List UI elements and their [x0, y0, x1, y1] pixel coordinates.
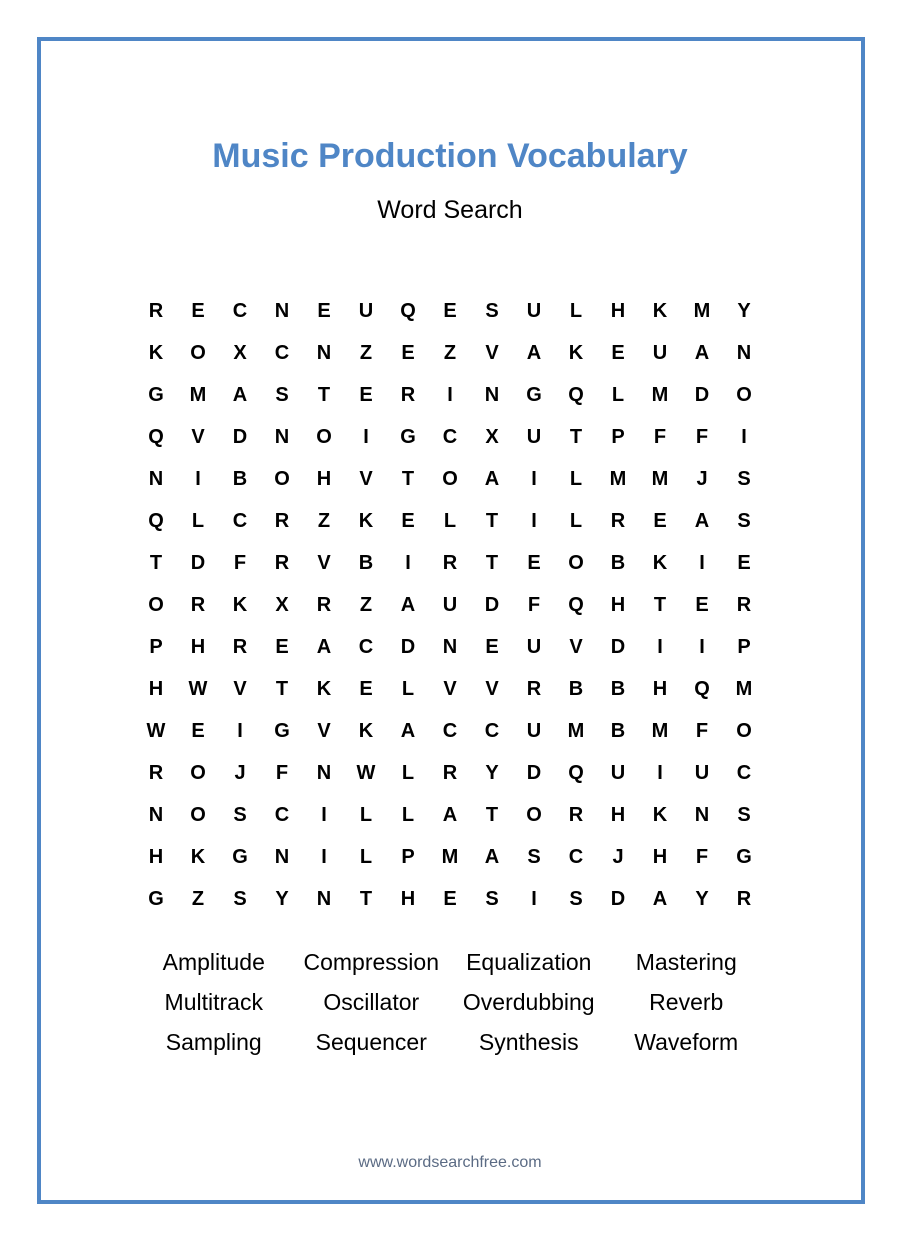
grid-cell: S — [275, 383, 289, 406]
grid-cell: F — [695, 719, 709, 742]
grid-cell: V — [317, 719, 331, 742]
grid-cell: W — [146, 719, 166, 742]
grid-cell: Q — [400, 299, 416, 322]
grid-cell: Y — [485, 761, 499, 784]
grid-cell: C — [568, 845, 584, 868]
grid-cell: I — [531, 887, 537, 910]
grid-cell: Y — [737, 299, 751, 322]
grid-cell: E — [275, 635, 289, 658]
grid-cell: E — [443, 887, 457, 910]
grid-cell: K — [652, 803, 668, 826]
grid-cell: K — [652, 551, 668, 574]
grid-cell: B — [610, 677, 626, 700]
grid-cell: C — [736, 761, 752, 784]
grid-cell: L — [569, 299, 583, 322]
grid-cell: A — [484, 845, 500, 868]
grid-cell: K — [568, 341, 584, 364]
grid-cell: R — [526, 677, 542, 700]
grid-cell: N — [316, 761, 332, 784]
word-list-item: Synthesis — [478, 1029, 579, 1055]
grid-cell: B — [358, 551, 374, 574]
word-list-item: Multitrack — [164, 989, 263, 1015]
grid-cell: G — [232, 845, 248, 868]
grid-cell: R — [442, 761, 458, 784]
grid-cell: K — [232, 593, 248, 616]
grid-cell: Q — [148, 509, 164, 532]
word-list-item: Compression — [303, 949, 439, 975]
grid-cell: V — [485, 677, 499, 700]
grid-cell: C — [442, 719, 458, 742]
grid-cell: U — [694, 761, 710, 784]
grid-cell: H — [652, 677, 668, 700]
grid-cell: Y — [695, 887, 709, 910]
grid-cell: M — [441, 845, 459, 868]
page-title: Music Production Vocabulary — [212, 137, 688, 175]
grid-cell: M — [609, 467, 627, 490]
grid-cell: E — [653, 509, 667, 532]
grid-cell: U — [526, 635, 542, 658]
grid-cell: I — [531, 509, 537, 532]
grid-cell: T — [653, 593, 667, 616]
grid-cell: D — [190, 551, 206, 574]
grid-cell: C — [232, 299, 248, 322]
grid-cell: L — [569, 467, 583, 490]
grid-cell: E — [401, 341, 415, 364]
grid-cell: R — [610, 509, 626, 532]
grid-cell: W — [188, 677, 208, 700]
grid-cell: M — [567, 719, 585, 742]
grid-cell: R — [400, 383, 416, 406]
grid-cell: F — [527, 593, 541, 616]
grid-cell: I — [195, 467, 201, 490]
grid-cell: N — [694, 803, 710, 826]
grid-cell: L — [191, 509, 205, 532]
grid-cell: L — [359, 845, 373, 868]
grid-cell: E — [317, 299, 331, 322]
grid-cell: N — [148, 467, 164, 490]
grid-cell: I — [531, 467, 537, 490]
grid-cell: R — [442, 551, 458, 574]
grid-cell: C — [484, 719, 500, 742]
grid-cell: T — [149, 551, 163, 574]
grid-cell: Z — [317, 509, 331, 532]
grid-cell: G — [736, 845, 752, 868]
grid-cell: F — [653, 425, 667, 448]
grid-cell: A — [694, 341, 710, 364]
word-list-item: Reverb — [649, 989, 724, 1015]
grid-cell: A — [316, 635, 332, 658]
grid-cell: D — [400, 635, 416, 658]
grid-cell: B — [610, 551, 626, 574]
grid-cell: K — [190, 845, 206, 868]
grid-cell: L — [443, 509, 457, 532]
grid-cell: O — [442, 467, 458, 490]
word-list-item: Sequencer — [315, 1029, 427, 1055]
grid-cell: V — [233, 677, 247, 700]
grid-cell: X — [275, 593, 289, 616]
grid-cell: B — [568, 677, 584, 700]
grid-cell: M — [693, 299, 711, 322]
grid-cell: O — [736, 383, 752, 406]
grid-cell: E — [191, 299, 205, 322]
grid-cell: K — [316, 677, 332, 700]
grid-cell: C — [232, 509, 248, 532]
grid-cell: U — [526, 299, 542, 322]
grid-cell: V — [485, 341, 499, 364]
grid-cell: A — [652, 887, 668, 910]
grid-cell: P — [401, 845, 415, 868]
grid-cell: S — [233, 887, 247, 910]
grid-cell: R — [274, 509, 290, 532]
grid-cell: N — [148, 803, 164, 826]
word-list — [135, 942, 765, 1062]
grid-cell: O — [736, 719, 752, 742]
grid-cell: H — [316, 467, 332, 490]
grid-cell: I — [405, 551, 411, 574]
grid-cell: G — [148, 887, 164, 910]
letter-grid — [135, 290, 765, 920]
grid-cell: A — [442, 803, 458, 826]
grid-cell: S — [527, 845, 541, 868]
grid-cell: A — [400, 719, 416, 742]
grid-cell: C — [442, 425, 458, 448]
grid-cell: E — [611, 341, 625, 364]
grid-cell: F — [233, 551, 247, 574]
grid-cell: S — [569, 887, 583, 910]
grid-cell: J — [696, 467, 708, 490]
grid-cell: U — [358, 299, 374, 322]
grid-cell: C — [274, 803, 290, 826]
grid-cell: B — [232, 467, 248, 490]
grid-cell: S — [233, 803, 247, 826]
grid-cell: V — [443, 677, 457, 700]
word-list-item: Overdubbing — [462, 989, 595, 1015]
grid-cell: G — [148, 383, 164, 406]
grid-cell: O — [148, 593, 164, 616]
grid-cell: A — [232, 383, 248, 406]
grid-cell: Q — [568, 761, 584, 784]
grid-cell: T — [485, 803, 499, 826]
grid-cell: E — [359, 383, 373, 406]
grid-cell: T — [485, 509, 499, 532]
grid-cell: L — [401, 761, 415, 784]
grid-cell: N — [736, 341, 752, 364]
grid-cell: S — [485, 887, 499, 910]
grid-cell: N — [274, 299, 290, 322]
word-list-item: Amplitude — [162, 949, 265, 975]
grid-cell: S — [485, 299, 499, 322]
grid-cell: F — [695, 845, 709, 868]
grid-cell: D — [526, 761, 542, 784]
grid-cell: L — [359, 803, 373, 826]
grid-cell: M — [651, 467, 669, 490]
grid-cell: T — [317, 383, 331, 406]
grid-cell: E — [359, 677, 373, 700]
grid-cell: X — [233, 341, 247, 364]
grid-cell: G — [274, 719, 290, 742]
grid-cell: E — [485, 635, 499, 658]
grid-cell: D — [232, 425, 248, 448]
grid-cell: N — [274, 425, 290, 448]
grid-cell: T — [485, 551, 499, 574]
grid-cell: J — [612, 845, 624, 868]
grid-cell: U — [526, 425, 542, 448]
grid-cell: Y — [275, 887, 289, 910]
grid-cell: H — [652, 845, 668, 868]
grid-cell: I — [447, 383, 453, 406]
grid-cell: Q — [694, 677, 710, 700]
grid-cell: U — [526, 719, 542, 742]
word-list-item: Oscillator — [323, 989, 420, 1015]
grid-cell: N — [316, 341, 332, 364]
grid-cell: R — [316, 593, 332, 616]
grid-cell: I — [741, 425, 747, 448]
grid-cell: Q — [568, 593, 584, 616]
grid-cell: U — [652, 341, 668, 364]
grid-cell: A — [526, 341, 542, 364]
grid-cell: N — [484, 383, 500, 406]
grid-cell: H — [400, 887, 416, 910]
grid-cell: R — [148, 761, 164, 784]
grid-cell: E — [401, 509, 415, 532]
grid-cell: F — [275, 761, 289, 784]
grid-cell: L — [569, 509, 583, 532]
grid-cell: I — [657, 635, 663, 658]
grid-cell: C — [274, 341, 290, 364]
grid-cell: T — [401, 467, 415, 490]
grid-cell: V — [191, 425, 205, 448]
grid-cell: N — [274, 845, 290, 868]
grid-cell: R — [736, 593, 752, 616]
grid-cell: R — [274, 551, 290, 574]
grid-cell: T — [359, 887, 373, 910]
grid-cell: O — [568, 551, 584, 574]
grid-cell: D — [694, 383, 710, 406]
word-list-item: Waveform — [634, 1029, 739, 1055]
grid-cell: S — [737, 467, 751, 490]
grid-cell: D — [484, 593, 500, 616]
grid-cell: H — [610, 803, 626, 826]
grid-cell: Q — [568, 383, 584, 406]
grid-cell: E — [527, 551, 541, 574]
grid-cell: E — [443, 299, 457, 322]
grid-cell: R — [232, 635, 248, 658]
grid-cell: I — [363, 425, 369, 448]
grid-cell: E — [191, 719, 205, 742]
grid-cell: I — [699, 635, 705, 658]
grid-cell: H — [190, 635, 206, 658]
grid-cell: D — [610, 635, 626, 658]
grid-cell: L — [401, 803, 415, 826]
grid-cell: I — [321, 845, 327, 868]
grid-cell: Z — [359, 593, 373, 616]
grid-cell: C — [358, 635, 374, 658]
grid-cell: P — [149, 635, 163, 658]
grid-cell: O — [526, 803, 542, 826]
grid-cell: S — [737, 509, 751, 532]
grid-cell: I — [699, 551, 705, 574]
grid-cell: O — [274, 467, 290, 490]
grid-cell: O — [316, 425, 332, 448]
page-subtitle: Word Search — [377, 196, 523, 224]
grid-cell: M — [189, 383, 207, 406]
grid-cell: K — [358, 509, 374, 532]
word-list-item: Equalization — [466, 949, 592, 975]
grid-cell: T — [569, 425, 583, 448]
grid-cell: L — [611, 383, 625, 406]
footer-url: www.wordsearchfree.com — [358, 1154, 542, 1171]
grid-cell: Q — [148, 425, 164, 448]
grid-cell: H — [148, 677, 164, 700]
grid-cell: G — [400, 425, 416, 448]
grid-cell: E — [737, 551, 751, 574]
grid-cell: V — [359, 467, 373, 490]
grid-cell: P — [611, 425, 625, 448]
grid-cell: H — [148, 845, 164, 868]
grid-cell: M — [735, 677, 753, 700]
grid-cell: M — [651, 719, 669, 742]
grid-cell: R — [736, 887, 752, 910]
grid-cell: T — [275, 677, 289, 700]
grid-cell: H — [610, 299, 626, 322]
grid-cell: X — [485, 425, 499, 448]
grid-cell: V — [569, 635, 583, 658]
grid-cell: O — [190, 761, 206, 784]
grid-cell: P — [737, 635, 751, 658]
grid-cell: H — [610, 593, 626, 616]
grid-cell: R — [148, 299, 164, 322]
grid-cell: V — [317, 551, 331, 574]
grid-cell: A — [400, 593, 416, 616]
grid-cell: I — [321, 803, 327, 826]
grid-cell: S — [737, 803, 751, 826]
grid-cell: A — [484, 467, 500, 490]
grid-cell: I — [657, 761, 663, 784]
grid-cell: O — [190, 803, 206, 826]
grid-cell: E — [695, 593, 709, 616]
grid-cell: K — [148, 341, 164, 364]
grid-cell: K — [652, 299, 668, 322]
grid-cell: N — [316, 887, 332, 910]
grid-cell: F — [695, 425, 709, 448]
grid-cell: A — [694, 509, 710, 532]
grid-cell: R — [568, 803, 584, 826]
grid-cell: M — [651, 383, 669, 406]
grid-cell: G — [526, 383, 542, 406]
grid-cell: Z — [359, 341, 373, 364]
word-list-item: Sampling — [165, 1029, 262, 1055]
grid-cell: U — [442, 593, 458, 616]
grid-cell: U — [610, 761, 626, 784]
grid-cell: R — [190, 593, 206, 616]
grid-cell: D — [610, 887, 626, 910]
grid-cell: N — [442, 635, 458, 658]
grid-cell: B — [610, 719, 626, 742]
grid-cell: L — [401, 677, 415, 700]
grid-cell: K — [358, 719, 374, 742]
grid-cell: I — [237, 719, 243, 742]
grid-cell: Z — [443, 341, 457, 364]
grid-cell: O — [190, 341, 206, 364]
grid-cell: J — [234, 761, 246, 784]
word-list-item: Mastering — [635, 949, 737, 975]
grid-cell: Z — [191, 887, 205, 910]
grid-cell: W — [356, 761, 376, 784]
